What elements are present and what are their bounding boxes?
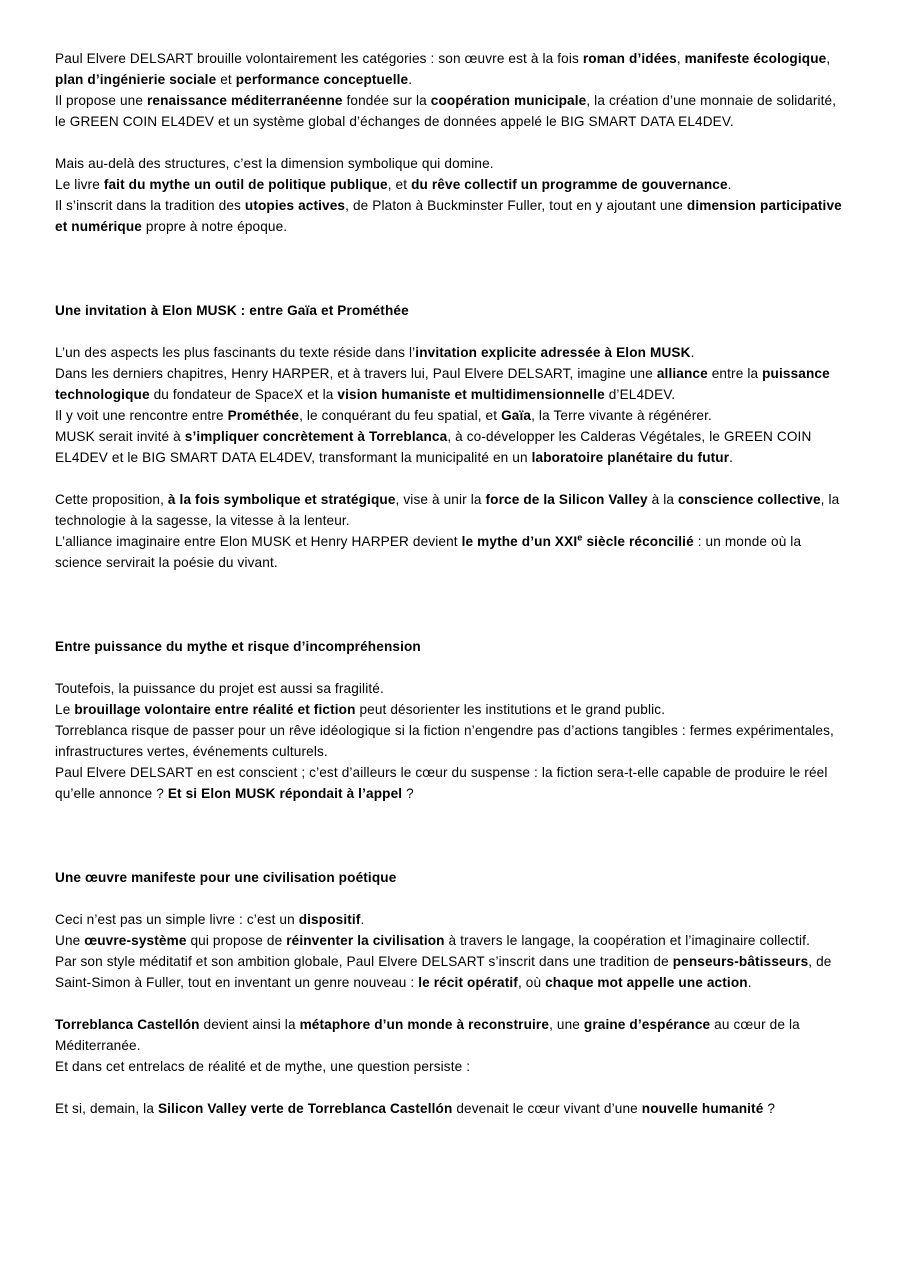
body-text: , de Platon à Buckminster Fuller, tout en y ajoutant une	[345, 198, 687, 213]
emphasis-text: graine d’espérance	[583, 1017, 711, 1032]
body-text: Mais au-delà des structures, c’est la dimension symbolique qui domine.	[55, 156, 494, 171]
body-text: fondée sur la	[342, 93, 431, 108]
spacer-small	[55, 132, 850, 153]
body-text: d’EL4DEV.	[604, 387, 676, 402]
emphasis-text: fait du mythe un outil de politique publique	[103, 177, 388, 192]
emphasis-text: plan d’ingénierie sociale	[55, 72, 217, 87]
body-text: Il y voit une rencontre entre	[55, 408, 228, 423]
emphasis-text: œuvre-système	[84, 933, 187, 948]
paragraph-symbolique	[55, 153, 850, 237]
ordinal-suffix: e	[577, 532, 583, 543]
body-text: qui propose de	[186, 933, 287, 948]
body-text: devenait le cœur vivant d’une	[452, 1101, 642, 1116]
body-text: , la technologie à la sagesse, la vitesse à la lenteur.	[55, 492, 840, 528]
body-text: du fondateur de SpaceX et la	[149, 387, 338, 402]
body-text: à travers le langage, la coopération et l’imaginaire collectif.	[444, 933, 810, 948]
spacer-small-3	[55, 993, 850, 1014]
emphasis-text: renaissance méditerranéenne	[146, 93, 343, 108]
emphasis-text: dispositif	[298, 912, 361, 927]
body-text: , de Saint-Simon à Fuller, tout en inventant un genre nouveau :	[55, 954, 832, 990]
spacer-after-heading-3	[55, 888, 850, 909]
body-text: , la création d’une monnaie de solidarité, le GREEN COIN EL4DEV et un système global d’échanges de données appelé le BIG SMART DATA EL4DEV.	[55, 93, 837, 129]
emphasis-text: réinventer la civilisation	[286, 933, 445, 948]
paragraph-question-finale	[55, 1098, 850, 1119]
spacer-small-2	[55, 468, 850, 489]
body-text: Ceci n’est pas un simple livre : c’est un	[55, 912, 299, 927]
emphasis-text: roman d’idées	[582, 51, 677, 66]
body-text: Le livre	[55, 177, 104, 192]
body-text: Et dans cet entrelacs de réalité et de mythe, une question persiste :	[55, 1059, 471, 1074]
spacer-after-heading-2	[55, 657, 850, 678]
emphasis-text: s’impliquer concrètement à Torreblanca	[184, 429, 448, 444]
body-text: .	[408, 72, 413, 87]
document-body	[55, 48, 850, 1119]
paragraph-dispositif	[55, 909, 850, 993]
paragraph-fragilite	[55, 678, 850, 804]
heading-oeuvre-manifeste: Une œuvre manifeste pour une civilisation poétique	[55, 870, 397, 885]
body-text: à la	[647, 492, 678, 507]
emphasis-text: métaphore d’un monde à reconstruire	[299, 1017, 550, 1032]
body-text: .	[729, 450, 734, 465]
spacer-small-4	[55, 1077, 850, 1098]
body-text: entre la	[707, 366, 763, 381]
body-text: Cette proposition,	[55, 492, 168, 507]
spacer-before-heading-1	[55, 237, 850, 300]
body-text: : un monde où la science servirait la poésie du vivant.	[55, 534, 802, 570]
emphasis-text: invitation explicite adressée à Elon MUSK	[415, 345, 691, 360]
emphasis-text: coopération municipale	[430, 93, 587, 108]
body-text: , une	[549, 1017, 584, 1032]
body-text: .	[690, 345, 695, 360]
body-text: ?	[402, 786, 414, 801]
emphasis-text: à la fois symbolique et stratégique	[167, 492, 396, 507]
body-text: .	[727, 177, 732, 192]
emphasis-text: du rêve collectif un programme de gouvernance	[411, 177, 728, 192]
emphasis-text: nouvelle humanité	[641, 1101, 764, 1116]
emphasis-text: le mythe d’un XXI	[461, 534, 578, 549]
body-text: et	[216, 72, 236, 87]
body-text: .	[360, 912, 365, 927]
emphasis-text: brouillage volontaire entre réalité et fiction	[74, 702, 356, 717]
body-text: propre à notre époque.	[142, 219, 288, 234]
emphasis-text: conscience collective	[678, 492, 821, 507]
body-text: peut désorienter les institutions et le grand public.	[355, 702, 666, 717]
heading-invitation-elon-musk: Une invitation à Elon MUSK : entre Gaïa et Prométhée	[55, 303, 409, 318]
body-text: Dans les derniers chapitres, Henry HARPER, et à travers lui, Paul Elvere DELSART, imagine une	[55, 366, 657, 381]
body-text: Paul Elvere DELSART brouille volontairement les catégories : son œuvre est à la fois	[55, 51, 583, 66]
body-text: , la Terre vivante à régénérer.	[531, 408, 712, 423]
paragraph-invitation	[55, 342, 850, 468]
body-text: Et si, demain, la	[55, 1101, 158, 1116]
emphasis-text: siècle réconcilié	[582, 534, 694, 549]
emphasis-text: laboratoire planétaire du futur	[531, 450, 730, 465]
body-text: Une	[55, 933, 85, 948]
emphasis-text: alliance	[656, 366, 708, 381]
emphasis-text: performance conceptuelle	[235, 72, 409, 87]
body-text: L’un des aspects les plus fascinants du texte réside dans l’	[55, 345, 416, 360]
emphasis-text: Et si Elon MUSK répondait à l’appel	[167, 786, 403, 801]
body-text: MUSK serait invité à	[55, 429, 185, 444]
body-text: .	[747, 975, 752, 990]
emphasis-text: puissance technologique	[55, 366, 830, 402]
body-text: devient ainsi la	[199, 1017, 300, 1032]
emphasis-text: Torreblanca Castellón	[55, 1017, 200, 1032]
emphasis-text: manifeste écologique	[684, 51, 827, 66]
emphasis-text: le récit opératif	[418, 975, 518, 990]
paragraph-metaphore	[55, 1014, 850, 1077]
body-text: ,	[676, 51, 685, 66]
body-text: au cœur de la Méditerranée.	[55, 1017, 800, 1053]
paragraph-proposition	[55, 489, 850, 573]
body-text: , et	[387, 177, 412, 192]
heading-puissance-mythe: Entre puissance du mythe et risque d’incompréhension	[55, 639, 421, 654]
body-text: ?	[763, 1101, 776, 1116]
body-text: Paul Elvere DELSART en est conscient ; c’est d’ailleurs le cœur du suspense : la fiction sera-t-elle capable de produire le réel qu’elle annonce ?	[55, 765, 828, 801]
emphasis-text: utopies actives	[244, 198, 346, 213]
body-text: , où	[517, 975, 546, 990]
spacer-after-heading-1	[55, 321, 850, 342]
body-text: Toutefois, la puissance du projet est aussi sa fragilité.	[55, 681, 384, 696]
body-text: L’alliance imaginaire entre Elon MUSK et Henry HARPER devient	[55, 534, 462, 549]
body-text: Il s’inscrit dans la tradition des	[55, 198, 245, 213]
emphasis-text: force de la Silicon Valley	[485, 492, 648, 507]
body-text: , à co-développer les Calderas Végétales, le GREEN COIN EL4DEV et le BIG SMART DATA EL4DEV, transformant la municipalité en un	[55, 429, 812, 465]
body-text: , le conquérant du feu spatial, et	[299, 408, 502, 423]
emphasis-text: chaque mot appelle une action	[545, 975, 748, 990]
body-text: Torreblanca risque de passer pour un rêve idéologique si la fiction n’engendre pas d’actions tangibles : fermes expérimentales, infrastructures vertes, événements culturels.	[55, 723, 834, 759]
emphasis-text: dimension participative et numérique	[55, 198, 842, 234]
spacer-before-heading-3	[55, 804, 850, 867]
emphasis-text: vision humaniste et multidimensionnelle	[337, 387, 605, 402]
paragraph-categories	[55, 48, 850, 132]
emphasis-text: penseurs-bâtisseurs	[672, 954, 809, 969]
emphasis-text: Prométhée	[227, 408, 300, 423]
emphasis-text: Silicon Valley verte de Torreblanca Castellón	[157, 1101, 453, 1116]
body-text: Par son style méditatif et son ambition globale, Paul Elvere DELSART s’inscrit dans une tradition de	[55, 954, 673, 969]
body-text: Le	[55, 702, 75, 717]
spacer-before-heading-2	[55, 573, 850, 636]
body-text: ,	[826, 51, 831, 66]
emphasis-text: Gaïa	[501, 408, 532, 423]
body-text: Il propose une	[55, 93, 147, 108]
body-text: , vise à unir la	[395, 492, 486, 507]
